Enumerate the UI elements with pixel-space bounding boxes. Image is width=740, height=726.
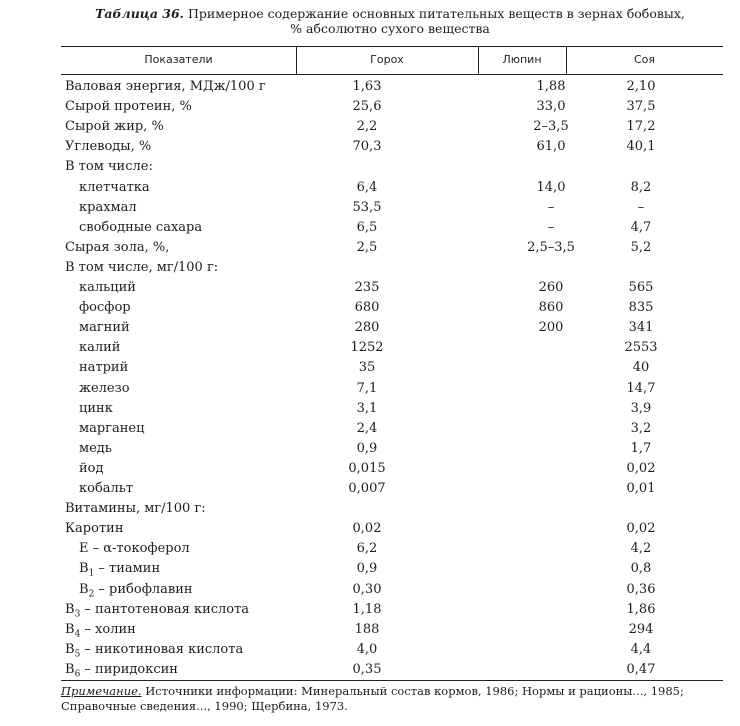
row-label: Валовая энергия, МДж/100 г [65,79,266,94]
row-label: медь [79,440,112,456]
row-label: крахмал [79,199,137,215]
row-label: Сырой протеин, % [65,99,192,115]
value-soy: 4,4 [630,641,652,657]
table-note [61,684,723,714]
value-lupin: – [547,219,555,235]
header-indicators: Показатели [144,53,213,66]
value-soy: 565 [628,280,654,295]
value-soy: 8,2 [630,179,652,195]
value-peas: 235 [354,280,380,295]
row-label: $В_5$ – никотиновая кислота [65,641,244,660]
header-soy: Соя [633,53,656,66]
value-peas: 1252 [350,340,384,356]
row-label: натрий [79,360,129,376]
value-soy: 835 [628,300,654,316]
table-row [61,318,723,338]
table-row [61,298,723,318]
value-peas: 4,0 [356,641,378,657]
row-label: Сырой жир, % [65,119,164,135]
row-label: цинк [79,400,113,416]
value-soy: 2553 [624,340,658,356]
table-row [61,258,723,278]
value-peas: 6,5 [356,219,378,235]
row-label: фосфор [79,300,131,316]
value-peas: 2,2 [356,119,378,135]
table-row [61,97,723,117]
table-row [61,278,723,298]
value-peas: 25,6 [352,99,382,115]
value-peas: 0,30 [352,581,382,597]
value-peas: 2,5 [356,239,378,255]
value-lupin: 260 [538,280,564,295]
row-label: кальций [79,280,136,295]
header-lupin: Люпин [502,53,542,66]
value-soy: 3,9 [630,400,652,416]
row-label: $В_3$ – пантотеновая кислота [65,601,250,620]
row-label: калий [79,340,121,356]
row-label: кобальт [79,481,134,496]
value-soy: 4,7 [630,219,652,235]
value-peas: 0,007 [348,481,386,496]
table-row [61,358,723,378]
table-row [61,519,723,539]
table-row [61,238,723,258]
value-peas: 0,015 [348,460,386,476]
row-label: В том числе: [65,159,153,175]
value-lupin: – [547,199,555,215]
table-row [61,117,723,137]
table-row [61,439,723,459]
header-peas: Горох [370,53,404,66]
row-label: магний [79,320,130,336]
value-lupin: 61,0 [536,139,566,155]
value-peas: 0,9 [356,440,378,456]
value-soy: – [637,199,645,215]
value-peas: 35 [358,360,376,376]
table-bottom-rule [61,680,723,681]
value-soy: 0,01 [626,481,656,496]
value-soy: 341 [628,320,654,336]
value-lupin: 2–3,5 [533,119,569,135]
value-soy: 4,2 [630,541,652,557]
row-label: йод [79,460,104,476]
value-peas: 53,5 [352,199,382,215]
row-label: $В_6$ – пиридоксин [65,661,178,680]
row-label: Сырая зола, %, [65,239,170,255]
table-row [61,399,723,419]
value-lupin: 860 [538,300,564,316]
value-soy: 0,36 [626,581,656,597]
table-row [61,459,723,479]
value-peas: 70,3 [352,139,382,155]
table-row [61,600,723,620]
table-row [61,218,723,238]
table-caption [60,6,720,36]
row-label: Углеводы, % [65,139,152,155]
table-row [61,559,723,579]
value-soy: 40 [632,360,650,376]
row-label: свободные сахара [79,219,203,235]
value-soy: 2,10 [626,79,656,94]
note-prefix: Примечание. [61,684,142,698]
value-soy: 3,2 [630,420,652,436]
caption-prefix: Таблица 36. [95,6,185,21]
value-lupin: 14,0 [536,179,566,195]
value-peas: 680 [354,300,380,316]
table-row [61,77,723,97]
table-row [61,620,723,640]
table-row [61,640,723,660]
value-peas: 2,4 [356,420,378,436]
row-label: $В_4$ – холин [65,621,136,640]
value-peas: 3,1 [356,400,378,416]
value-peas: 1,18 [352,601,382,617]
value-peas: 280 [354,320,380,336]
row-label: железо [79,380,130,396]
row-label: Е – α-токоферол [79,541,190,557]
row-label: марганец [79,420,145,436]
value-soy: 14,7 [626,380,656,396]
value-soy: 0,02 [626,521,656,537]
table-row [61,539,723,559]
value-soy: 17,2 [626,119,656,135]
value-soy: 0,47 [626,661,656,677]
row-label: клетчатка [79,179,150,195]
value-peas: 6,4 [356,179,378,195]
row-label: Витамины, мг/100 г: [65,501,206,517]
row-label: $В_2$ – рибофлавин [79,581,193,600]
header-bottom-rule [61,74,723,75]
value-soy: 1,86 [626,601,656,617]
table-row [61,660,723,680]
table-row [61,419,723,439]
value-peas: 0,02 [352,521,382,537]
value-lupin: 1,88 [536,79,566,94]
value-peas: 6,2 [356,541,378,557]
row-label: Каротин [65,521,124,537]
value-peas: 188 [354,621,380,637]
table-row [61,499,723,519]
value-peas: 0,9 [356,561,378,577]
table-row [61,137,723,157]
table-row [61,178,723,198]
table-row [61,157,723,177]
value-soy: 40,1 [626,139,656,155]
value-peas: 0,35 [352,661,382,677]
table-row [61,198,723,218]
table-row [61,338,723,358]
value-soy: 0,02 [626,460,656,476]
caption-line-1: Примерное содержание основных питательных веществ в зернах бобовых, [188,6,685,21]
value-peas: 1,63 [352,79,382,94]
value-lupin: 200 [538,320,564,336]
value-soy: 0,8 [630,561,652,577]
value-lupin: 2,5–3,5 [527,239,575,255]
value-soy: 294 [628,621,654,637]
value-peas: 7,1 [356,380,378,396]
value-soy: 5,2 [630,239,652,255]
row-label: В том числе, мг/100 г: [65,259,219,275]
table-row [61,379,723,399]
table-row [61,580,723,600]
table-row [61,479,723,499]
value-lupin: 33,0 [536,99,566,115]
value-soy: 37,5 [626,99,656,115]
note-text: Источники информации: Минеральный состав кормов, 1986; Нормы и рационы..., 1985; Справочные сведения..., 1990; Щербина, 1973. [61,684,684,713]
row-label: $В_1$ – тиамин [79,561,161,579]
value-soy: 1,7 [630,440,652,456]
caption-line-2: % абсолютно сухого вещества [290,21,490,36]
